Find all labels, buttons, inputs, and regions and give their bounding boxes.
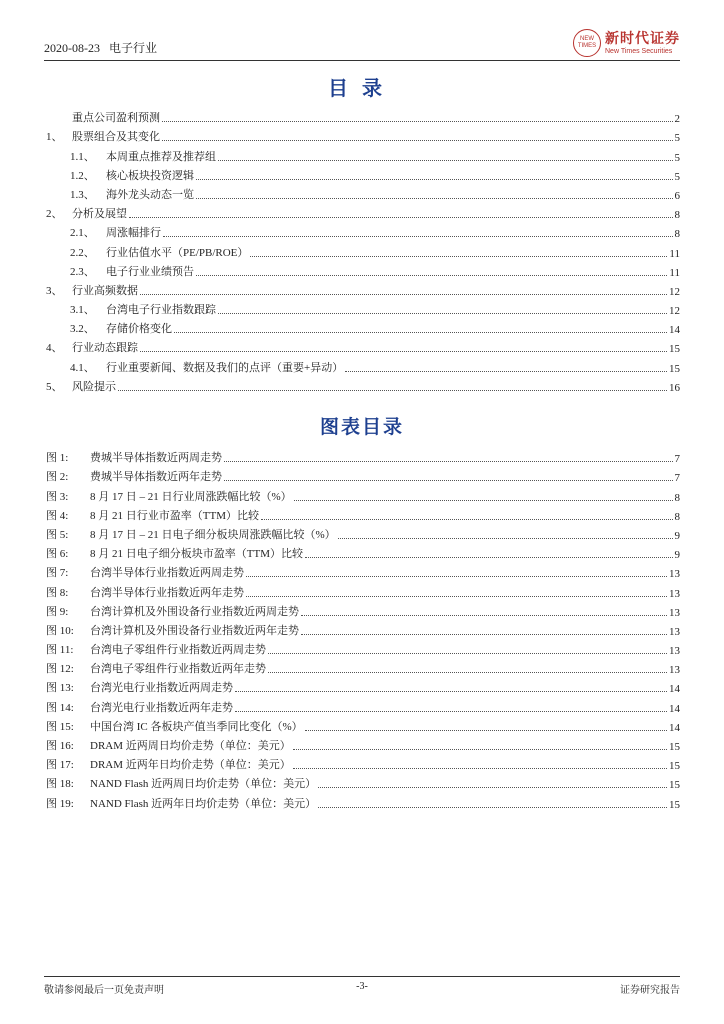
entry-page: 5 [674,132,680,145]
toc-entry[interactable] [44,317,680,336]
dot-leader [196,198,673,199]
entry-label: 8 月 17 日 – 21 日行业周涨跌幅比较（%） [90,490,292,503]
toc-entry[interactable] [44,144,680,163]
dot-leader [140,294,667,295]
header-info [44,39,163,56]
entry-page: 13 [669,587,680,600]
logo-name-cn: 新时代证券 [605,30,680,47]
entry-label: 中国台湾 IC 各板块产值当季同比变化（%） [90,720,303,733]
dot-leader [305,557,673,558]
dot-leader [301,634,667,635]
entry-number: 2.3、 [70,265,95,278]
dot-leader [318,787,667,788]
entry-page: 7 [674,453,680,466]
disclaimer-note: 敬请参阅最后一页免责声明 [44,985,164,996]
figure-entry[interactable] [44,715,680,734]
toc-entry[interactable] [44,125,680,144]
entry-label: 费城半导体指数近两周走势 [90,452,222,465]
dot-leader [293,749,667,750]
dot-leader [218,313,667,314]
entry-number: 图 1: [46,452,69,465]
entry-page: 5 [674,170,680,183]
entry-label: 台湾电子零组件行业指数近两周走势 [90,644,266,657]
figure-entry[interactable] [44,523,680,542]
entry-page: 8 [674,491,680,504]
dot-leader [318,807,667,808]
dot-leader [162,121,673,122]
toc-entry[interactable] [44,183,680,202]
figure-entry[interactable] [44,504,680,523]
entry-page: 14 [669,683,680,696]
dot-leader [294,500,673,501]
dot-leader [246,576,667,577]
figure-entry[interactable] [44,753,680,772]
dot-leader [235,691,667,692]
entry-label: 行业估值水平（PE/PB/ROE） [106,246,249,259]
logo-name-en: New Times Securities [605,47,673,55]
entry-page: 2 [674,113,680,126]
entry-number: 1.2、 [70,169,95,182]
entry-number: 图 8: [46,586,69,599]
entry-number: 图 11: [46,644,74,657]
entry-label: 本周重点推荐及推荐组 [106,150,216,163]
dot-leader [250,256,667,257]
logo-mark: NEW TIMES [573,29,601,57]
toc-entry[interactable] [44,106,680,125]
entry-label: 股票组合及其变化 [72,131,160,144]
entry-label: 存储价格变化 [106,323,172,336]
entry-page: 6 [674,189,680,202]
entry-page: 12 [669,285,680,298]
entry-label: 8 月 17 日 – 21 日电子细分板块周涨跌幅比较（%） [90,528,336,541]
entry-label: 海外龙头动态一览 [106,188,194,201]
figure-entry[interactable] [44,619,680,638]
entry-label: NAND Flash 近两年日均价走势（单位：美元） [90,797,317,810]
entry-page: 11 [669,266,680,279]
dot-leader [162,140,673,141]
figure-list [44,446,680,811]
company-logo [573,29,680,57]
entry-label: DRAM 近两周日均价走势（单位：美元） [90,740,291,752]
figure-entry[interactable] [44,676,680,695]
entry-label: 台湾计算机及外围设备行业指数近两周走势 [90,605,299,618]
figure-entry[interactable] [44,484,680,503]
table-of-contents [44,106,680,394]
entry-label: 重点公司盈利预测 [72,112,160,125]
entry-label: DRAM 近两年日均价走势（单位：美元） [90,759,291,772]
entry-label: 台湾电子行业指数跟踪 [106,304,216,317]
dot-leader [345,371,667,372]
entry-number: 图 7: [46,567,69,580]
toc-title: 目录 [328,76,396,100]
entry-page: 15 [669,741,680,753]
entry-page: 14 [669,721,680,734]
entry-page: 15 [669,343,680,356]
entry-number: 图 6: [46,548,69,561]
entry-label: 费城半导体指数近两年走势 [90,471,222,484]
entry-number: 1.3、 [70,188,95,201]
dot-leader [268,672,667,673]
entry-label: 风险提示 [72,380,116,393]
dot-leader [246,596,667,597]
entry-number: 图 10: [46,624,74,637]
industry-label: 电子行业 [109,41,158,55]
figure-entry[interactable] [44,638,680,657]
figure-entry[interactable] [44,542,680,561]
figure-entry[interactable] [44,465,680,484]
dot-leader [224,461,673,462]
entry-label: 8 月 21 日电子细分板块市盈率（TTM）比较 [90,548,303,561]
entry-page: 5 [674,151,680,164]
entry-label: 台湾计算机及外围设备行业指数近两年走势 [90,624,299,637]
figure-entry[interactable] [44,446,680,465]
entry-page: 15 [669,779,680,792]
entry-page: 15 [669,798,680,811]
entry-number: 图 2: [46,471,69,484]
entry-page: 13 [669,664,680,677]
dot-leader [293,768,667,769]
entry-page: 12 [669,305,680,318]
entry-number: 3.2、 [70,323,95,336]
entry-number: 4、 [46,342,63,355]
entry-page: 8 [674,209,680,222]
dot-leader [261,519,673,520]
toc-entry[interactable] [44,298,680,317]
entry-number: 图 15: [46,720,74,733]
dot-leader [118,390,667,391]
figure-entry[interactable] [44,600,680,619]
entry-page: 9 [674,549,680,562]
dot-leader [163,236,673,237]
dot-leader [129,217,673,218]
figure-entry[interactable] [44,772,680,791]
figure-entry[interactable] [44,791,680,810]
entry-page: 13 [669,568,680,581]
entry-page: 15 [669,362,680,375]
entry-label: 台湾半导体行业指数近两周走势 [90,567,244,580]
toc-entry[interactable] [44,221,680,240]
entry-label: 行业动态跟踪 [72,342,138,355]
dot-leader [218,160,673,161]
entry-label: NAND Flash 近两周日均价走势（单位：美元） [90,778,317,791]
report-type: 证券研究报告 [620,985,680,996]
entry-number: 2.2、 [70,246,95,259]
entry-label: 台湾电子零组件行业指数近两年走势 [90,663,266,676]
entry-number: 1、 [46,131,63,144]
entry-page: 14 [669,324,680,337]
entry-label: 周涨幅排行 [106,227,161,240]
entry-page: 13 [669,606,680,619]
entry-label: 核心板块投资逻辑 [106,169,194,182]
entry-label: 行业高频数据 [72,284,138,297]
entry-label: 台湾光电行业指数近两周走势 [90,682,233,695]
page-header [44,30,680,61]
figure-entry[interactable] [44,657,680,676]
toc-entry[interactable] [44,279,680,298]
entry-number: 图 16: [46,740,74,752]
entry-page: 7 [674,472,680,485]
entry-label: 电子行业业绩预告 [106,265,194,278]
entry-number: 5、 [46,380,63,393]
entry-number: 3.1、 [70,304,95,317]
entry-page: 16 [669,381,680,394]
entry-number: 图 17: [46,759,74,772]
entry-number: 图 18: [46,778,74,791]
entry-number: 2、 [46,208,63,221]
report-date: 2020-08-23 [44,41,100,55]
dot-leader [196,179,673,180]
toc-entry[interactable] [44,260,680,279]
dot-leader [174,332,667,333]
entry-page: 8 [674,228,680,241]
dot-leader [224,480,673,481]
entry-number: 图 9: [46,605,69,618]
figure-entry[interactable] [44,734,680,753]
dot-leader [268,653,667,654]
entry-page: 15 [669,760,680,773]
entry-number: 图 14: [46,701,74,714]
toc-entry[interactable] [44,202,680,221]
figures-title: 图表目录 [319,416,404,438]
page-number: -3- [356,981,368,992]
toc-entry[interactable] [44,164,680,183]
figure-entry[interactable] [44,580,680,599]
entry-number: 图 5: [46,528,69,541]
entry-label: 8 月 21 日行业市盈率（TTM）比较 [90,509,259,522]
dot-leader [235,711,667,712]
entry-number: 图 4: [46,509,69,522]
toc-entry[interactable] [44,336,680,355]
entry-number: 图 19: [46,797,74,810]
entry-label: 台湾光电行业指数近两年走势 [90,701,233,714]
toc-entry[interactable] [44,375,680,394]
entry-page: 13 [669,625,680,638]
entry-number: 3、 [46,284,63,297]
toc-entry[interactable] [44,240,680,259]
toc-entry[interactable] [44,355,680,374]
entry-number: 图 13: [46,682,74,695]
entry-page: 14 [669,702,680,715]
dot-leader [301,615,667,616]
entry-page: 8 [674,510,680,523]
entry-page: 9 [674,529,680,542]
entry-number: 4.1、 [70,361,95,374]
figure-entry[interactable] [44,695,680,714]
dot-leader [305,730,667,731]
entry-page: 13 [669,645,680,658]
entry-label: 分析及展望 [72,208,127,221]
entry-label: 行业重要新闻、数据及我们的点评（重要+异动） [106,361,344,374]
dot-leader [338,538,673,539]
entry-page: 11 [669,247,680,260]
entry-number: 图 3: [46,490,69,503]
dot-leader [196,275,667,276]
dot-leader [140,351,667,352]
figure-entry[interactable] [44,561,680,580]
entry-number: 1.1、 [70,150,95,163]
page-footer [44,976,680,996]
entry-number: 2.1、 [70,227,95,240]
entry-label: 台湾半导体行业指数近两年走势 [90,586,244,599]
entry-number: 图 12: [46,663,74,676]
